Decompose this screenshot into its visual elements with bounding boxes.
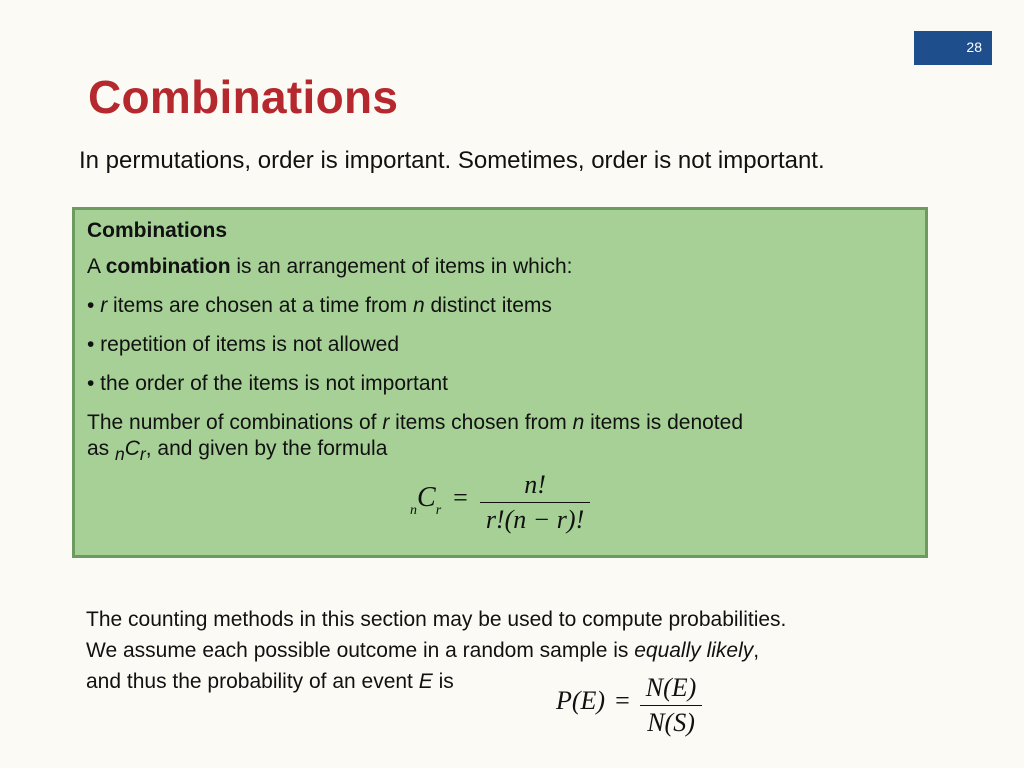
var-n: n <box>412 294 425 317</box>
denote-mid: items chosen from <box>389 411 573 434</box>
intro-text: In permutations, order is important. Sometimes, order is not important. <box>79 147 825 174</box>
definition-line-post: is an arrangement of items in which: <box>230 255 573 278</box>
probability-formula <box>556 673 702 738</box>
line2-post: , <box>753 639 760 662</box>
var-n: n <box>572 411 585 434</box>
line3-post: is <box>432 670 454 693</box>
probability-line-2 <box>86 635 786 666</box>
var-E: E <box>418 670 433 693</box>
bullet-mid: items are chosen at a time from <box>107 294 413 317</box>
definition-heading: Combinations <box>87 219 227 242</box>
formula-numerator: n! <box>524 470 546 499</box>
bullet-no-repetition: • repetition of items is not allowed <box>87 333 400 356</box>
formula-denominator: r!(n − r)! <box>480 502 590 535</box>
denotation-line-1 <box>87 410 913 436</box>
probability-denominator: N(S) <box>640 705 703 738</box>
var-r: r <box>382 411 390 434</box>
formula-sub-r: r <box>435 503 442 519</box>
definition-line <box>87 254 913 293</box>
denote-as: as <box>87 437 116 460</box>
line3-pre: and thus the probability of an event <box>86 670 419 693</box>
formula-equals: = <box>453 483 468 513</box>
line2-pre: We assume each possible outcome in a random sample is <box>86 639 635 662</box>
bullet-post: distinct items <box>424 294 552 317</box>
equally-likely: equally likely <box>634 639 754 662</box>
probability-line-1: The counting methods in this section may be used to compute probabilities. <box>86 608 787 631</box>
bullet-order-not-important: • the order of the items is not important <box>87 372 449 395</box>
probability-fraction <box>640 673 703 738</box>
formula-sub-n: n <box>410 503 417 519</box>
denote-post: items is denoted <box>584 411 744 434</box>
probability-numerator: N(E) <box>645 673 697 702</box>
var-r: r <box>100 294 108 317</box>
formula-lhs: P(E) <box>556 686 606 716</box>
slide-title: Combinations <box>88 71 399 123</box>
sub-n: n <box>115 444 125 465</box>
denote-pre: The number of combinations of <box>87 411 383 434</box>
bullet-chosen-items <box>87 293 913 332</box>
denote-tail: , and given by the formula <box>145 437 388 460</box>
sub-r: r <box>139 444 146 465</box>
slide-number-badge <box>914 31 992 65</box>
formula-fraction <box>480 470 590 535</box>
bullet-lead: • <box>87 294 101 317</box>
denotation-line-2 <box>87 436 913 467</box>
combination-formula <box>410 470 590 535</box>
definition-line-pre: A <box>87 255 106 278</box>
formula-equals: = <box>615 686 630 716</box>
var-C: C <box>124 437 140 460</box>
formula-C: C <box>417 482 436 514</box>
slide-number: 28 <box>966 39 982 55</box>
definition-term: combination <box>105 255 231 278</box>
